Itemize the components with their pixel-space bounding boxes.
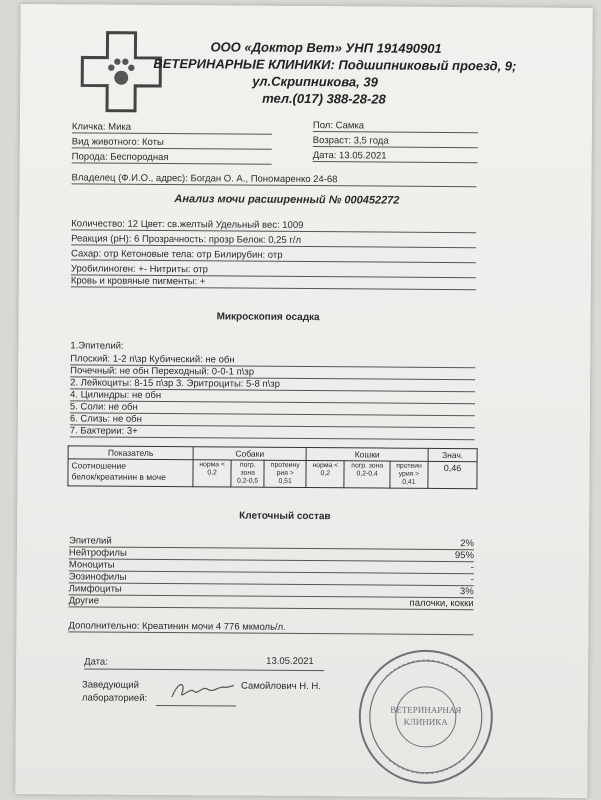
microscopy-epithelium: 1.Эпителий: — [70, 340, 124, 352]
svg-text:КЛИНИКА: КЛИНИКА — [403, 716, 448, 728]
head-name: Самойлович Н. Н. — [240, 680, 321, 693]
col-dogs: Собаки — [193, 447, 306, 461]
col-cats: Кошки — [306, 448, 428, 462]
additional-info: Дополнительно: Креатинин мочи 4 776 мкмоль/л. — [68, 620, 473, 635]
col-indicator: Показатель — [68, 446, 193, 460]
svg-text:ВЕТЕРИНАРНАЯ: ВЕТЕРИНАРНАЯ — [390, 704, 462, 716]
cells-row: Эозинофилы - — [68, 571, 474, 586]
microscopy-flat: Плоский: 1-2 п\зр Кубический: не обн — [70, 353, 475, 368]
param-urobilinogen: Уробилиноген: +- Нитриты: отр — [71, 263, 476, 278]
ratio-value: 0,46 — [428, 461, 477, 488]
sex: Пол: Самка — [313, 120, 478, 133]
clinic-stamp — [355, 646, 496, 787]
cells-row: Нейтрофилы 95% — [68, 547, 474, 562]
microscopy-title: Микроскопия осадка — [216, 311, 320, 324]
breed: Порода: Беспородная — [72, 151, 272, 164]
cat-proteinuria: протеин урия > 0,41 — [390, 461, 428, 488]
col-value: Знач. — [428, 448, 477, 461]
cells-row: Моноциты - — [68, 559, 474, 574]
owner: Владелец (Ф.И.О., адрес): Богдан О. А., Пономаренко 24-68 — [72, 172, 477, 187]
dog-gray-zone: погр. зона 0,2-0,5 — [231, 460, 264, 487]
cells-row: Эпителий 2% — [68, 535, 475, 550]
age: Возраст: 3,5 года — [313, 135, 478, 148]
patient-name: Кличка: Мика — [72, 121, 272, 134]
param-reaction: Реакция (pH): 6 Прозрачность: прозр Белок: 0,25 г/л — [71, 233, 476, 248]
head-label-2: лабораторией: — [81, 692, 148, 704]
date-line — [84, 668, 324, 671]
param-quantity: Количество: 12 Цвет: св.желтый Удельный вес: 1009 — [71, 218, 476, 233]
animal-type: Вид животного: Коты — [72, 136, 272, 149]
param-blood: Кровь и кровяные пигменты: + — [71, 275, 476, 290]
cat-gray-zone: погр. зона 0,2-0,4 — [344, 461, 390, 488]
cells-title: Клеточный состав — [239, 510, 331, 523]
date: Дата: 13.05.2021 — [313, 150, 478, 163]
clinic-address-line1: ВЕТЕРИНАРНЫЕ КЛИНИКИ: Подшипниковый проезд, 9; — [153, 55, 517, 74]
ratio-table — [67, 445, 477, 489]
microscopy-cylinders: 4. Цилиндры: не обн — [70, 389, 475, 404]
microscopy-renal: Почечный: не обн Переходный: 0-0-1 п\зр — [70, 365, 475, 380]
clinic-address-line2: ул.Скрипникова, 39 — [252, 73, 378, 90]
ratio-label: Соотношение белок/креатинин в моче — [68, 459, 193, 487]
clinic-phone: тел.(017) 388-28-28 — [262, 90, 386, 107]
clinic-name: ООО «Доктор Вет» УНП 191490901 — [210, 39, 442, 56]
footer-date: 13.05.2021 — [266, 655, 314, 668]
head-label-1: Заведующий — [81, 679, 139, 691]
dog-norm: норма < 0,2 — [193, 460, 231, 487]
vet-cross-logo — [80, 30, 163, 113]
cells-row: Лимфоциты 3% — [68, 583, 474, 598]
document-sheet — [15, 4, 593, 798]
microscopy-bacteria: 7. Бактерии: 3+ — [70, 425, 475, 440]
param-sugar: Сахар: отр Кетоновые тела: отр Билирубин: отр — [71, 248, 476, 263]
handwritten-signature — [168, 677, 238, 705]
date-label: Дата: — [84, 656, 108, 668]
analysis-title: Анализ мочи расширенный № 000452272 — [174, 193, 400, 207]
dog-proteinuria: протеину рия > 0,51 — [264, 460, 306, 487]
microscopy-leukocytes: 2. Лейкоциты: 8-15 п\зр 3. Эритроциты: 5-8 п\зр — [70, 377, 475, 392]
cells-row: Другие палочки, кокки — [68, 595, 474, 610]
microscopy-salts: 5. Соли: не обн — [70, 401, 475, 416]
cat-norm: норма < 0,2 — [306, 461, 344, 488]
microscopy-mucus: 6. Слизь: не обн — [70, 413, 475, 428]
